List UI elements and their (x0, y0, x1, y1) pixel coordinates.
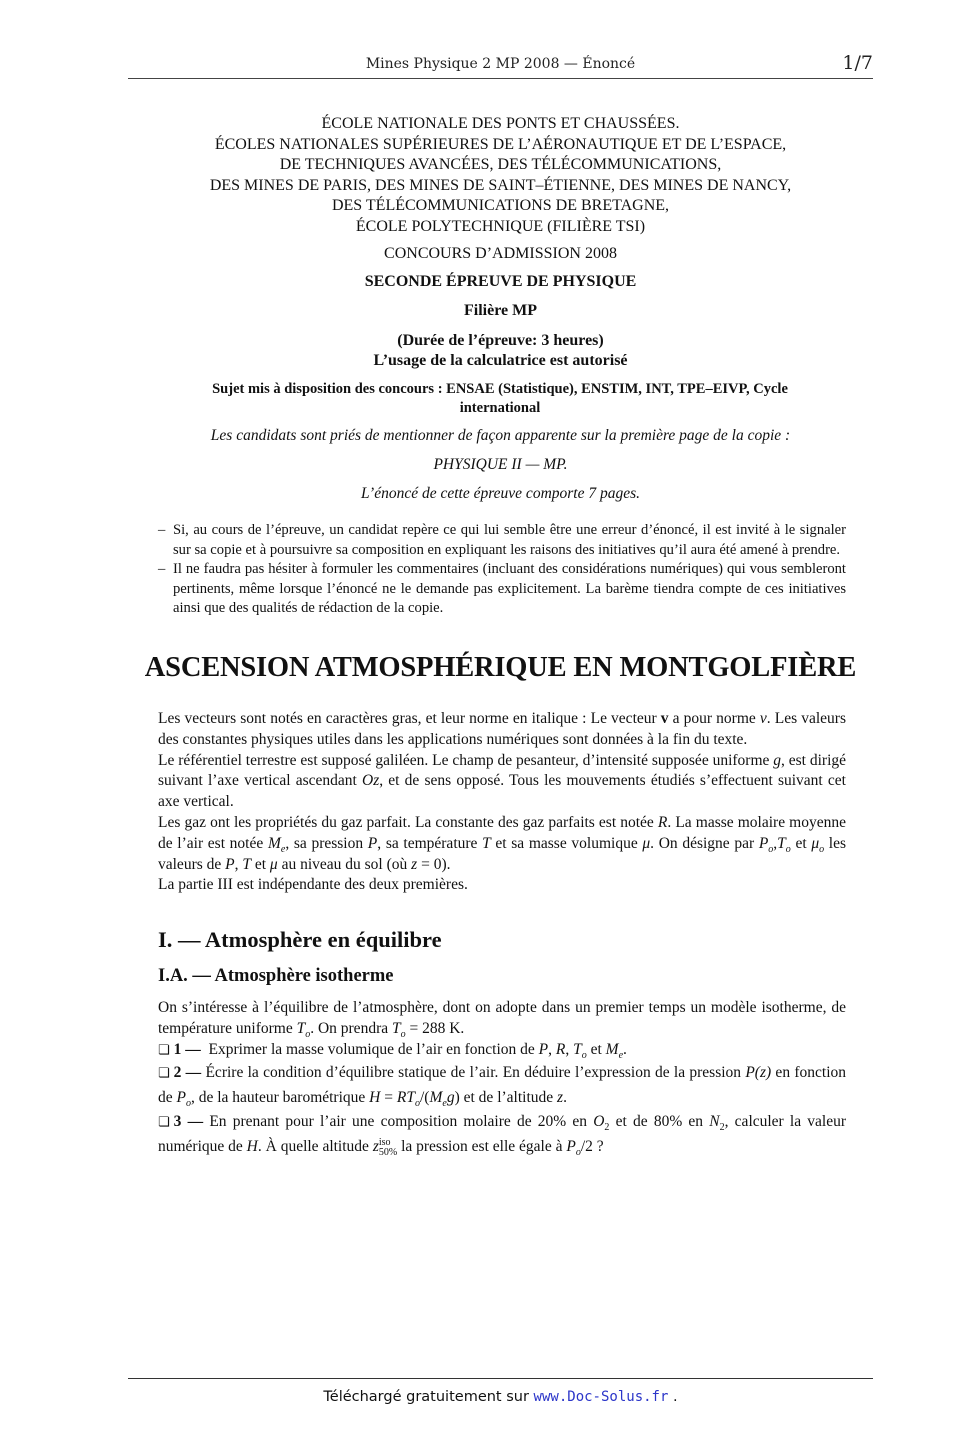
sujet-text: Sujet mis à disposition des concours : ENSAE (Statistique), ENSTIM, INT, TPE–EIVP, Cycle international (212, 381, 788, 416)
footer-text: Téléchargé gratuitement sur (323, 1389, 534, 1405)
enonce-pages: L’énoncé de cette épreuve comporte 7 pages. (360, 485, 641, 502)
section-paragraph: On s’intéresse à l’équilibre de l’atmosphère, dont on adopte dans un premier temps un modèle isotherme, de température uniforme $T_o$. On prendra $T_o = 288$ K. (158, 999, 846, 1040)
epreuve-title: SECONDE ÉPREUVE DE PHYSIQUE (364, 273, 637, 290)
question-number: 2 — (173, 1064, 202, 1082)
page-header (128, 52, 873, 79)
instruction-item (158, 521, 846, 560)
instruction-text: Si, au cours de l’épreuve, un candidat repère ce qui lui semble être une erreur d’énoncé, il est invité à le signaler sur sa copie et à poursuivre sa composition en expliquant les raisons des initiatives qu’il aura été amené à prendre. (173, 522, 846, 558)
question-number: 1 — (173, 1040, 201, 1058)
intro-paragraph: Les gaz ont les propriétés du gaz parfait. La constante des gaz parfaits est notée R. La masse molaire moyenne de l’air est notée $M_e$, sa pression P, sa température T et sa masse volumique μ. On désigne par $P_o,T_o$ et $\mu_o$ les valeurs de P, T et μ au niveau du sol (où z = 0). (158, 813, 847, 873)
calculatrice-text: L’usage de la calculatrice est autorisé (373, 352, 628, 369)
header-title: Mines Physique 2 MP 2008 — Énoncé (365, 56, 636, 72)
schools-list (128, 114, 873, 238)
page-footer: Téléchargé gratuitement sur www.Doc-Solus.fr . (323, 1389, 678, 1405)
instruction-text: Il ne faudra pas hésiter à formuler les commentaires (incluant des considérations numériques) qui vous sembleront pertinents, même lorsque l’énoncé ne le demande pas explicitement. La barème tiendra compte de ces initiatives ainsi que des qualités de rédaction de la copie. (173, 561, 846, 616)
bullet-dash: – (158, 522, 166, 538)
page-number: 1/7 (842, 52, 873, 74)
instruction-item (158, 560, 846, 619)
instructions-list (158, 521, 846, 619)
school-line: ÉCOLES NATIONALES SUPÉRIEURES DE L’AÉRONAUTIQUE ET DE L’ESPACE, (214, 135, 787, 153)
section-heading: I. — Atmosphère en équilibre (158, 927, 442, 952)
intro-paragraph: Les vecteurs sont notés en caractères gras, et leur norme en italique : Le vecteur v a pour norme v. Les valeurs des constantes physiques utiles dans les applications numériques sont données à la fin du texte. (158, 710, 847, 748)
doc-solus-link[interactable]: www.Doc-Solus.fr (533, 1389, 669, 1405)
question-2: ❏ 2 — Écrire la condition d’équilibre statique de l’air. En déduire l’expression de la pression P(z) en fonction de $P_o$, de la hauteur barométrique $H = RT_o/(M_eg)$ et de l’altitude z. (158, 1064, 847, 1110)
question-3: ❏ 3 — En prenant pour l’air une composition molaire de 20% en $O_2$ et de 80% en $N_2$, calculer la valeur numérique de H. À quelle altitude z iso 50% la pression est elle égale à $P_o/2$ ? (158, 1113, 847, 1159)
section-body (158, 998, 846, 1159)
checkbox-icon: ❏ (158, 1042, 170, 1058)
school-line: DE TECHNIQUES AVANCÉES, DES TÉLÉCOMMUNICATIONS, (279, 156, 722, 174)
intro-text (158, 709, 846, 896)
question-1: ❏ 1 — Exprimer la masse volumique de l’air en fonction de P, R, $T_o$ et $M_e$. (158, 1040, 627, 1061)
subsection-heading: I.A. — Atmosphère isotherme (158, 966, 394, 986)
duree-text: (Durée de l’épreuve: 3 heures) (397, 332, 604, 349)
school-line: ÉCOLE POLYTECHNIQUE (FILIÈRE TSI) (355, 217, 646, 235)
concours-title: CONCOURS D’ADMISSION 2008 (384, 245, 617, 262)
bullet-dash: – (158, 561, 166, 577)
intro-paragraph: Le référentiel terrestre est supposé galiléen. Le champ de pesanteur, d’intensité supposée uniforme g, est dirigé suivant l’axe vertical ascendant Oz, et de sens opposé. Tous les mouvements étudiés s’effectuent suivant cet axe vertical. (158, 751, 847, 811)
checkbox-icon: ❏ (158, 1115, 170, 1131)
question-number: 3 — (173, 1113, 204, 1131)
footer-divider (128, 1378, 873, 1379)
candidats-text: Les candidats sont priés de mentionner de façon apparente sur la première page de la copie : (210, 427, 791, 444)
intro-paragraph: La partie III est indépendante des deux premières. (158, 876, 468, 894)
school-line: DES MINES DE PARIS, DES MINES DE SAINT–ÉTIENNE, DES MINES DE NANCY, (209, 176, 792, 194)
school-line: ÉCOLE NATIONALE DES PONTS ET CHAUSSÉES. (321, 115, 680, 132)
filiere-title: Filière MP (464, 302, 537, 319)
main-title: ASCENSION ATMOSPHÉRIQUE EN MONTGOLFIÈRE (144, 652, 857, 683)
school-line: DES TÉLÉCOMMUNICATIONS DE BRETAGNE, (331, 197, 670, 215)
duree-block (128, 331, 873, 371)
checkbox-icon: ❏ (158, 1066, 170, 1082)
physique-label: PHYSIQUE II — MP. (433, 456, 568, 473)
